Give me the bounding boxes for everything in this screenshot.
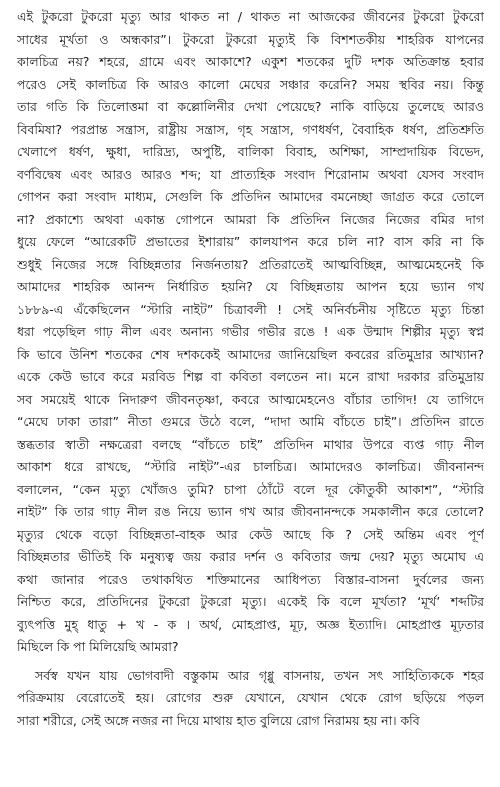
text-line: শুধুই নিজের সঙ্গে বিচ্ছিন্নতার নির্জনতায়? প্রতিরাতেই আত্মবিচ্ছিন্ন, আত্মমেহনেই কি	[17, 256, 484, 272]
text-line: সব সময়েই থাকে নিদারুণ জীবনতৃষ্ণা, কবরে আত্মমেহনেও বাঁচার তাগিদ! যে তাগিদে	[17, 391, 484, 407]
text-line: ধুয়ে ফেলে “আরেকটি প্রভাতের ইশারায়” কালযাপন করে চলি না? বাস করি না কি	[17, 234, 484, 249]
text-line: পরিক্রমায় বেরোতেই হয়। রোগের শুরু যেখানে, যেখান থেকে রোগ ছড়িয়ে পড়ল	[17, 690, 484, 705]
text-line: আকাশ ধরে রাখছে, “স্টারি নাইট”-এর চালচিত্র। আমাদেরও কালচিত্র। জীবনানন্দ	[17, 459, 484, 474]
text-line: মৃত্যুর থেকে বড়ো বিচ্ছিন্নতা-বাহক আর কেউ আছে কি ? সেই অন্তিম এবং পূর্ণ	[17, 526, 484, 542]
paragraph-1	[17, 6, 484, 659]
text-line: স্তব্ধতার স্বাতী নক্ষত্রেরা বলছে “বাঁচতে চাই” প্রতিদিন মাথার উপরে ব্যপ্ত গাঢ় নীল	[17, 436, 484, 452]
text-line: ধরা পড়েছিল গাঢ় নীল এবং অনান্য গভীর গভীর রঙে ! এক উন্মাদ শিল্পীর মৃত্যু স্বপ্ন	[17, 324, 484, 339]
paragraph-2	[17, 665, 484, 733]
text-line: বর্ণবিদ্বেষ এবং আরও আরও শব্দ; যা প্রাত্যহিক সংবাদ শিরোনাম অথবা যেসব সংবাদ	[17, 166, 484, 182]
text-line: এই টুকরো টুকরো মৃত্যু আর থাকত না / থাকত না আজকের জীবনের টুকরো টুকরো	[17, 9, 484, 24]
text-line: পরেও সেই কালচিত্র কি আরও কালো মেঘের সঞ্চার করেনি? সময় স্থবির নয়। কিন্তু	[17, 76, 484, 92]
text-line: কালচিত্র নয়? শহরে, গ্রামে এবং আকাশে? একুশ শতকের দুটি দশক অতিক্রান্ত হবার	[17, 54, 484, 69]
text-line: বিচ্ছিন্নতার ভীতিই কি মনুষ্যত্ব জয় করার দর্শন ও কবিতার জন্ম দেয়? মৃত্যু অমোঘ এ	[17, 549, 484, 564]
text-line: ১৮৮৯-এ এঁকেছিলেন “স্টারি নাইট” চিত্রাবলী ! সেই অনির্বচনীয় সৃষ্টিতে মৃত্যু চিন্তা	[17, 301, 484, 317]
text-line: মিছিলে কি পা মিলিয়েছি আমরা?	[17, 639, 179, 654]
text-line: কথা জানার পরেও তথাকথিত শক্তিমানের আধিপত্য বিস্তার-বাসনা দুর্বলের জন্য	[17, 571, 484, 587]
text-line: সর্বস্ব যখন যায় ভোগবাদী বস্তুকাম আর গৃধ্নু বাসনায়, তখন সৎ সাহিত্যিককে শহর	[35, 667, 484, 683]
text-line: আমাদের শাহরিক আনন্দ নির্ধারিত হয়নি? যে বিচ্ছিন্নতায় আপন হয়ে ভ্যান গখ	[17, 279, 484, 294]
text-line: সাধের মূর্খতা ও অন্ধকার”। টুকরো টুকরো মৃত্যুই কি বিশশতকীয় শাহরিক যাপনের	[17, 31, 484, 47]
text-line: কি ভাবে উনিশ শতকের শেষ দশককেই আমাদের জানিয়েছিল কবরের রতিমুদ্রার আখ্যান?	[17, 346, 484, 362]
text-line: “মেঘে ঢাকা তারা” নীতা গুমরে উঠে বলে, “দাদা আমি বাঁচতে চাই”। প্রতিদিন রাতে	[17, 414, 484, 429]
text-line: একে কেউ ভাবে করে মরবিড শিল্প বা কবিতা বলতেন না। মনে রাখা দরকার রতিমুদ্রায়	[17, 369, 484, 384]
text-line: নাইট” কি তার গাঢ় নীল রঙ নিয়ে ভ্যান গখ আর জীবনানন্দকে সমকালীন করে তোলে?	[17, 504, 484, 519]
text-line: গোপন করা সংবাদ মাধ্যম, সেগুলি কি প্রতিদিন আমাদের বমনেচ্ছা জাগ্রত করে তোলে	[17, 189, 484, 204]
text-line: না? প্রকাশ্যে অথবা একান্ত গোপনে আমরা কি প্রতিদিন নিজের নিজের বমির দাগ	[17, 211, 484, 227]
text-line: খেলাপে ধর্ষণ, ক্ষুধা, দারিদ্র্য, অপুষ্টি, বালিকা বিবাহ, অশিক্ষা, সাম্প্রদায়িক বিভেদ,	[17, 144, 484, 159]
text-line: ব্যুৎপত্তি মুহ্ ধাতু + খ - ক । অর্থ, মোহপ্রাপ্ত, মূঢ়, অজ্ঞ ইত্যাদি। মোহপ্রাপ্ত মূঢ়তার	[17, 616, 484, 632]
text-line: নিশ্চিত করে, প্রতিদিনের টুকরো টুকরো মৃত্যু। একেই কি বলে মূর্খতা? ‘মূর্খ’ শব্দটির	[17, 594, 484, 609]
text-line: বলালেন, “কেন মৃত্যু খোঁজও তুমি? চাপা ঠোঁটে বলে দূর কৌতুকী আকাশ”, “স্টারি	[17, 481, 484, 497]
text-line: সারা শরীরে, সেই অঙ্গে নজর না দিয়ে মাথায় হাত বুলিয়ে রোগ নিরাময় হয় না। কবি	[17, 712, 420, 728]
text-line: বিবমিষা? পরপ্রান্ত সন্ত্রাস, রাষ্ট্রীয় সন্ত্রাস, গৃহ সন্ত্রাস, গণধর্ষণ, বৈবাহিক ধর্ষণ, প্রতিশ্রুতি	[17, 121, 484, 137]
text-line: তার গতি কি তিলোত্তমা বা কল্লোলিনীর দেখা পেয়েছে? নাকি বাড়িয়ে তুলেছে আরও	[17, 99, 484, 114]
